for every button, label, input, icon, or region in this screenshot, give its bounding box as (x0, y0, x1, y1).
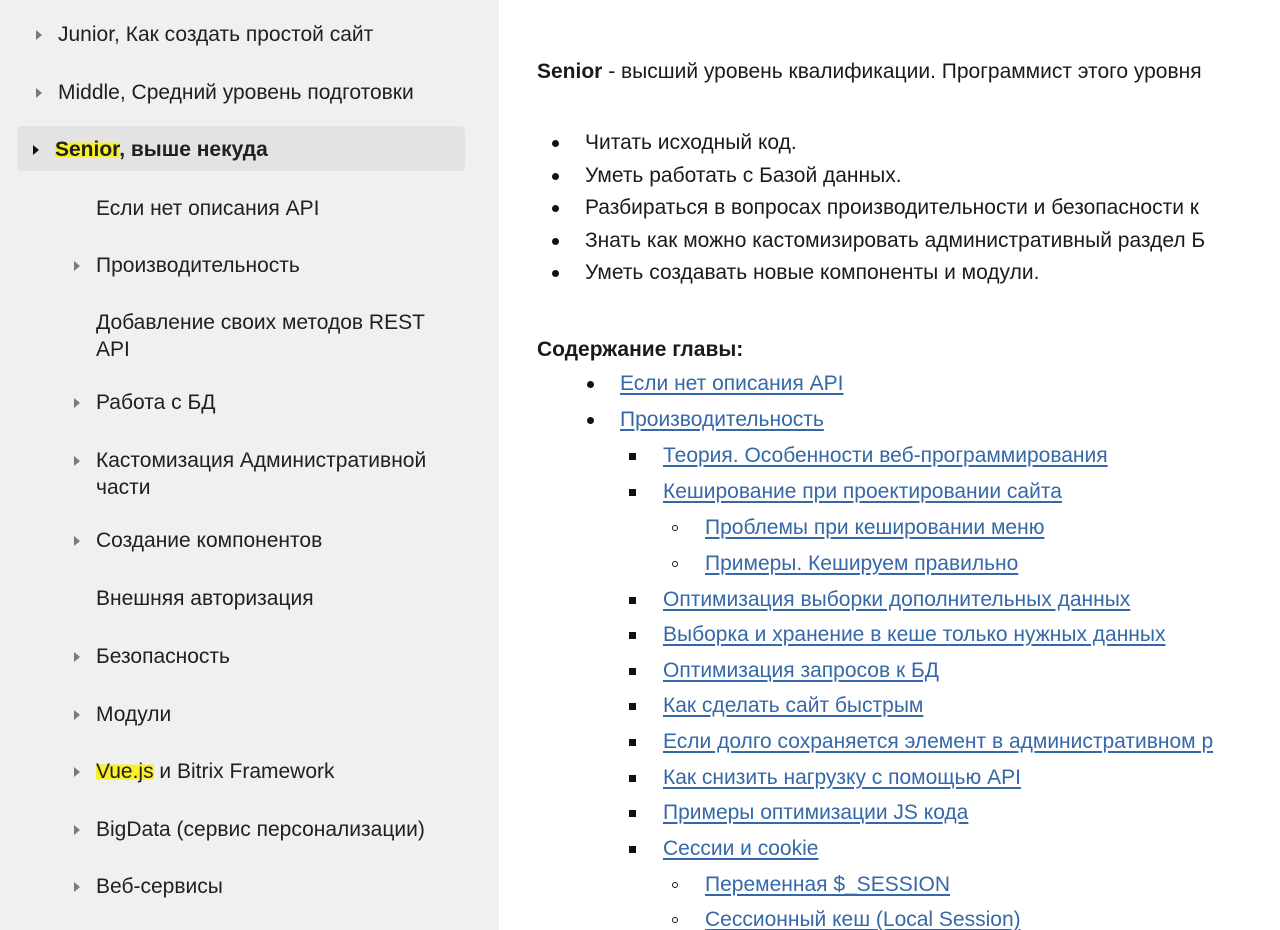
sidebar-item-web-services[interactable] (74, 873, 223, 900)
bullet-icon (672, 525, 678, 531)
sidebar-item-label: Кастомизация Административной части (96, 449, 427, 499)
expand-triangle-icon[interactable] (74, 398, 80, 408)
expand-triangle-icon[interactable] (74, 710, 80, 720)
bullet-icon (629, 453, 636, 460)
sidebar-item-label: BigData (сервис персонализации) (96, 818, 425, 841)
expand-triangle-icon[interactable] (36, 88, 42, 98)
expand-triangle-icon[interactable] (74, 882, 80, 892)
bullet-icon (587, 381, 594, 388)
sidebar-item-components[interactable] (74, 527, 322, 554)
toc-item (705, 550, 1018, 578)
toc-item (705, 906, 1021, 930)
bullet-icon (629, 703, 636, 710)
list-item: Уметь работать с Базой данных. (537, 160, 1205, 193)
expand-triangle-icon[interactable] (74, 536, 80, 546)
sidebar-item-senior[interactable] (17, 126, 465, 171)
toc-link[interactable]: Как сделать сайт быстрым (663, 694, 924, 717)
toc-item (705, 871, 950, 899)
toc-item (663, 586, 1130, 614)
sidebar-item-label: Добавление своих методов REST API (96, 311, 425, 361)
expand-triangle-icon[interactable] (74, 825, 80, 835)
toc-item (663, 621, 1166, 649)
table-of-contents (499, 0, 1280, 930)
toc-link[interactable]: Производительность (620, 408, 824, 431)
toc-link[interactable]: Если нет описания API (620, 372, 844, 395)
toc-item (620, 406, 824, 434)
toc-item (663, 442, 1108, 470)
toc-link[interactable]: Примеры. Кешируем правильно (705, 552, 1019, 575)
sidebar-item-modules[interactable] (74, 701, 171, 728)
toc-item (663, 799, 968, 827)
spacer-icon (74, 318, 80, 328)
toc-item (620, 370, 843, 398)
toc-item (663, 835, 818, 863)
toc-item (663, 692, 923, 720)
sidebar-item-vuejs[interactable] (74, 758, 335, 785)
toc-item (663, 764, 1021, 792)
toc-link[interactable]: Выборка и хранение в кеше только нужных данных (663, 623, 1166, 646)
sidebar-item-rest-api[interactable] (74, 309, 425, 363)
list-item: Разбираться в вопросах производительности и безопасности к (537, 192, 1205, 225)
bullet-icon (629, 846, 636, 853)
toc-link[interactable]: Сессии и cookie (663, 837, 819, 860)
sidebar-item-label: Работа с БД (96, 391, 216, 414)
toc-link[interactable]: Оптимизация запросов к БД (663, 659, 939, 682)
bullet-icon (629, 668, 636, 675)
intro-term: Senior (537, 60, 603, 83)
bullet-icon (629, 739, 636, 746)
list-item: Уметь создавать новые компоненты и модули. (537, 257, 1205, 290)
toc-link[interactable]: Как снизить нагрузку с помощью API (663, 766, 1021, 789)
expand-triangle-icon[interactable] (36, 30, 42, 40)
list-item: Читать исходный код. (537, 127, 1205, 160)
bullet-icon (629, 632, 636, 639)
sidebar-item-api[interactable] (74, 195, 319, 222)
intro-text: - высший уровень квалификации. Программист этого уровня (602, 60, 1202, 83)
sidebar-item-performance[interactable] (74, 252, 300, 279)
main-content (499, 0, 1280, 930)
toc-link[interactable]: Кеширование при проектировании сайта (663, 480, 1062, 503)
sidebar-item-middle[interactable] (36, 79, 414, 106)
sidebar-item-external-auth[interactable] (74, 585, 314, 612)
sidebar-item-label: Если нет описания API (96, 197, 320, 220)
sidebar-item-label: Производительность (96, 254, 300, 277)
list-item: Знать как можно кастомизировать административный раздел Б (537, 225, 1205, 258)
bullet-icon (629, 489, 636, 496)
expand-triangle-icon[interactable] (74, 261, 80, 271)
highlight-mark: Senior (55, 138, 120, 161)
bullet-icon (629, 775, 636, 782)
bullet-icon (672, 882, 678, 888)
sidebar-item-label: Модули (96, 703, 172, 726)
toc-link[interactable]: Сессионный кеш (Local Session) (705, 908, 1021, 930)
bullet-icon (587, 417, 594, 424)
toc-item (663, 728, 1213, 756)
toc-link[interactable]: Если долго сохраняется элемент в административном р (663, 730, 1214, 753)
bullet-icon (672, 917, 678, 923)
toc-item (663, 657, 939, 685)
toc-heading: Содержание главы: (537, 338, 744, 361)
sidebar-item-db[interactable] (74, 389, 215, 416)
bullet-icon (629, 810, 636, 817)
expand-triangle-icon[interactable] (74, 456, 80, 466)
toc-link[interactable]: Примеры оптимизации JS кода (663, 801, 969, 824)
toc-link[interactable]: Проблемы при кешировании меню (705, 516, 1045, 539)
toc-link[interactable]: Оптимизация выборки дополнительных данных (663, 588, 1131, 611)
expand-triangle-icon[interactable] (74, 652, 80, 662)
toc-link[interactable]: Теория. Особенности веб-программирования (663, 444, 1108, 467)
sidebar-item-security[interactable] (74, 643, 230, 670)
bullet-icon (672, 561, 678, 567)
spacer-icon (74, 204, 80, 214)
sidebar-item-label: Безопасность (96, 645, 230, 668)
sidebar-item-label: Внешняя авторизация (96, 587, 314, 610)
sidebar-item-bigdata[interactable] (74, 816, 425, 843)
sidebar-item-label: Senior, выше некуда (55, 138, 268, 161)
sidebar-item-label: Junior, Как создать простой сайт (58, 23, 374, 46)
spacer-icon (74, 594, 80, 604)
sidebar-item-label: Создание компонентов (96, 529, 323, 552)
sidebar-nav (0, 0, 499, 930)
sidebar-item-label: Vue.js и Bitrix Framework (96, 760, 335, 783)
toc-item (705, 514, 1044, 542)
toc-item (663, 478, 1062, 506)
sidebar-item-admin-customization[interactable] (74, 447, 426, 501)
sidebar-item-label: Веб-сервисы (96, 875, 223, 898)
bullet-icon (629, 597, 636, 604)
highlight-mark: Vue.js (96, 760, 154, 783)
sidebar-item-junior[interactable] (36, 21, 373, 48)
toc-link[interactable]: Переменная $_SESSION (705, 873, 951, 896)
collapse-triangle-icon[interactable] (33, 145, 39, 155)
sidebar-item-label: Middle, Средний уровень подготовки (58, 81, 414, 104)
expand-triangle-icon[interactable] (74, 767, 80, 777)
